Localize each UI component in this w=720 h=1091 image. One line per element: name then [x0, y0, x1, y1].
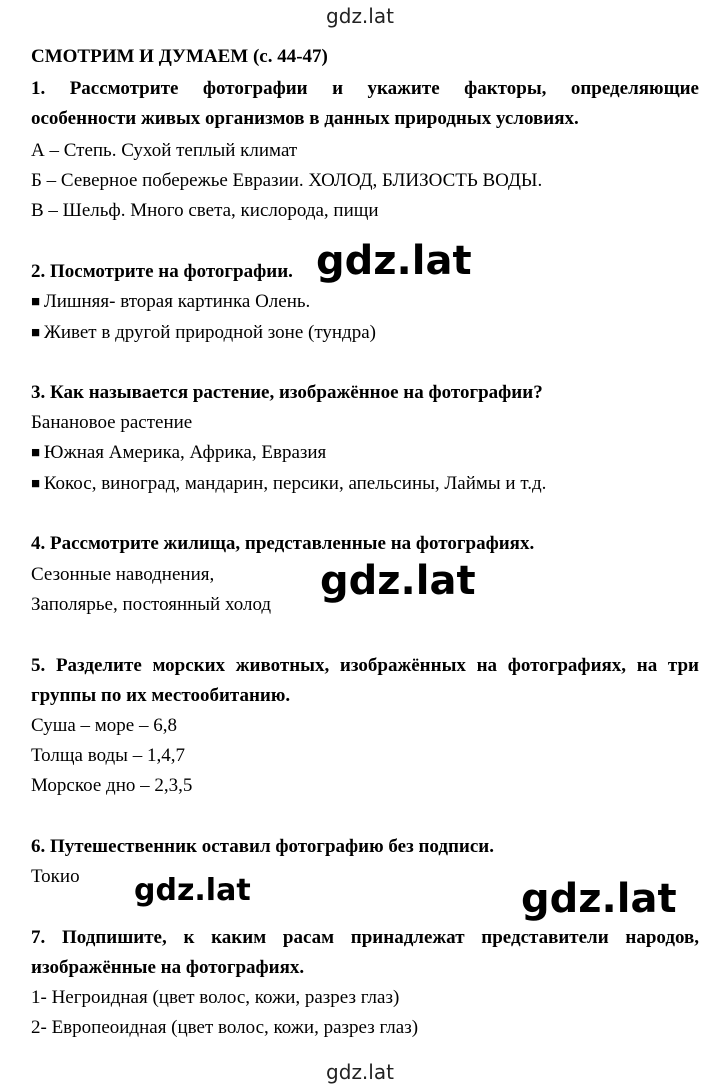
- answer-3-item-2: ■ Кокос, виноград, мандарин, персики, апельсины, Лаймы и т.д.: [31, 471, 699, 497]
- answer-7-item-2: 2- Европеоидная (цвет волос, кожи, разрез глаз): [31, 1017, 419, 1038]
- answer-2-item-1: ■ Лишняя- вторая картинка Олень.: [31, 289, 699, 315]
- watermark-overlay-4: gdz.lat: [515, 876, 683, 922]
- answer-5-group-3: Морское дно – 2,3,5: [31, 775, 193, 796]
- watermark-bottom: gdz.lat: [326, 1060, 394, 1084]
- page-title: СМОТРИМ И ДУМАЕМ (с. 44-47): [31, 46, 328, 67]
- watermark-overlay-2: gdz.lat: [320, 558, 476, 604]
- answer-4-line-2: Заполярье, постоянный холод: [31, 594, 272, 615]
- answer-6: Токио: [31, 866, 80, 887]
- question-7-title-line1: 7. Подпишите, к каким расам принадлежат представители народов,: [31, 927, 699, 948]
- answer-1-c: В – Шельф. Много света, кислорода, пищи: [31, 200, 379, 221]
- watermark-top: gdz.lat: [326, 4, 394, 28]
- question-6-title: 6. Путешественник оставил фотографию без подписи.: [31, 836, 495, 857]
- question-5-title-line1: 5. Разделите морских животных, изображённых на фотографиях, на три: [31, 655, 699, 676]
- answer-3-item-1: ■ Южная Америка, Африка, Евразия: [31, 440, 699, 466]
- question-4-title: 4. Рассмотрите жилища, представленные на фотографиях.: [31, 533, 535, 554]
- answer-5-group-2: Толща воды – 1,4,7: [31, 745, 185, 766]
- answer-7-item-1: 1- Негроидная (цвет волос, кожи, разрез глаз): [31, 987, 400, 1008]
- answer-1-a: А – Степь. Сухой теплый климат: [31, 140, 298, 161]
- answer-3-plant: Банановое растение: [31, 412, 193, 433]
- question-1-title-line2: особенности живых организмов в данных природных условиях.: [31, 108, 579, 129]
- answer-4-line-1: Сезонные наводнения,: [31, 564, 215, 585]
- question-5-title-line2: группы по их местообитанию.: [31, 685, 291, 706]
- answer-2-item-2: ■ Живет в другой природной зоне (тундра): [31, 320, 699, 346]
- question-1-title-line1: 1. Рассмотрите фотографии и укажите факторы, определяющие: [31, 78, 699, 99]
- question-3-title: 3. Как называется растение, изображённое на фотографии?: [31, 382, 543, 403]
- watermark-overlay-1: gdz.lat: [310, 238, 478, 284]
- question-7-title-line2: изображённые на фотографиях.: [31, 957, 305, 978]
- watermark-overlay-3: gdz.lat: [130, 873, 255, 908]
- question-2-title: 2. Посмотрите на фотографии.: [31, 261, 293, 282]
- answer-1-b: Б – Северное побережье Евразии. ХОЛОД, БЛИЗОСТЬ ВОДЫ.: [31, 170, 543, 191]
- answer-5-group-1: Суша – море – 6,8: [31, 715, 177, 736]
